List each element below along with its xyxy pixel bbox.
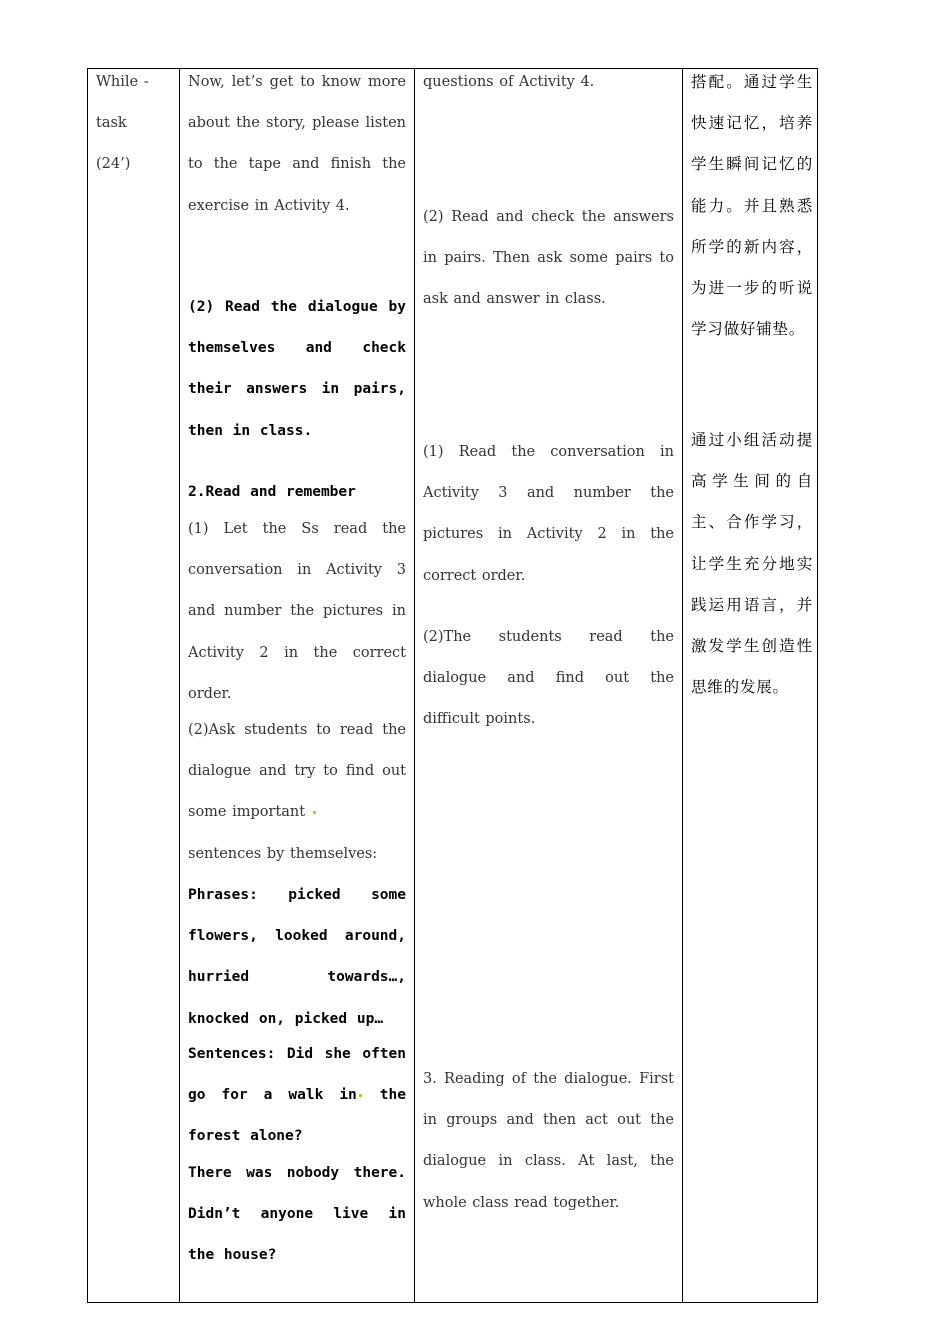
stage-name-line2: task: [96, 115, 127, 131]
there-sentences: There was nobody there. Didn’t anyone live in the house?: [188, 1165, 406, 1264]
student-activity-column: [415, 69, 683, 1302]
teacher-item-2: [188, 710, 406, 875]
stage-name: [96, 62, 172, 103]
purpose-text-2: 通过小组活动提高学生间的自主、合作学习，让学生充分地实践运用语言，并激发学生创造性思维的发展。: [691, 431, 813, 697]
lesson-plan-table: [87, 68, 818, 1303]
phrases-list: Phrases: picked some flowers, looked around, hurried towards…, knocked on, picked up…: [188, 887, 406, 1027]
teacher-item-1: (1) Let the Ss read the conversation in Activity 3 and number the pictures in Activity 2 in the correct order.: [188, 521, 406, 702]
stage-name-line1: While -: [96, 74, 149, 90]
student-reading: 3. Reading of the dialogue. First in groups and then act out the dialogue in class. At last, the whole class read together.: [423, 1071, 674, 1211]
student-check: (2) Read and check the answers in pairs. Then ask some pairs to ask and answer in class.: [423, 209, 674, 308]
student-find-points: (2)The students read the dialogue and find out the difficult points.: [423, 629, 674, 728]
stage-column: [88, 69, 180, 1302]
teacher-item-2-text-b: sentences by themselves:: [188, 845, 378, 862]
teacher-step-2: (2) Read the dialogue by themselves and check their answers in pairs, then in class.: [188, 299, 406, 439]
student-questions: questions of Activity 4.: [423, 74, 595, 90]
purpose-text-1: 搭配。通过学生快速记忆，培养学生瞬间记忆的能力。并且熟悉所学的新内容，为进一步的听说学习做好铺垫。: [691, 73, 813, 339]
sentences-list: [188, 1034, 406, 1158]
sentences-text-b: the forest alone?: [188, 1087, 406, 1145]
teacher-activity-column: [180, 69, 415, 1302]
section-heading: 2.Read and remember: [188, 484, 356, 500]
sentences-text-a: Sentences: Did she often go for a walk in: [188, 1046, 406, 1104]
student-read-conversation: (1) Read the conversation in Activity 3 and number the pictures in Activity 2 in the correct order.: [423, 444, 674, 584]
highlight-mark: [313, 811, 316, 814]
teacher-item-2-text: (2)Ask students to read the dialogue and try to find out some important: [188, 722, 406, 821]
purpose-column: [683, 69, 819, 1302]
stage-time: (24’): [96, 156, 131, 172]
highlight-mark: [359, 1094, 362, 1097]
teacher-intro: Now, let’s get to know more about the story, please listen to the tape and finish the exercise in Activity 4.: [188, 74, 406, 214]
